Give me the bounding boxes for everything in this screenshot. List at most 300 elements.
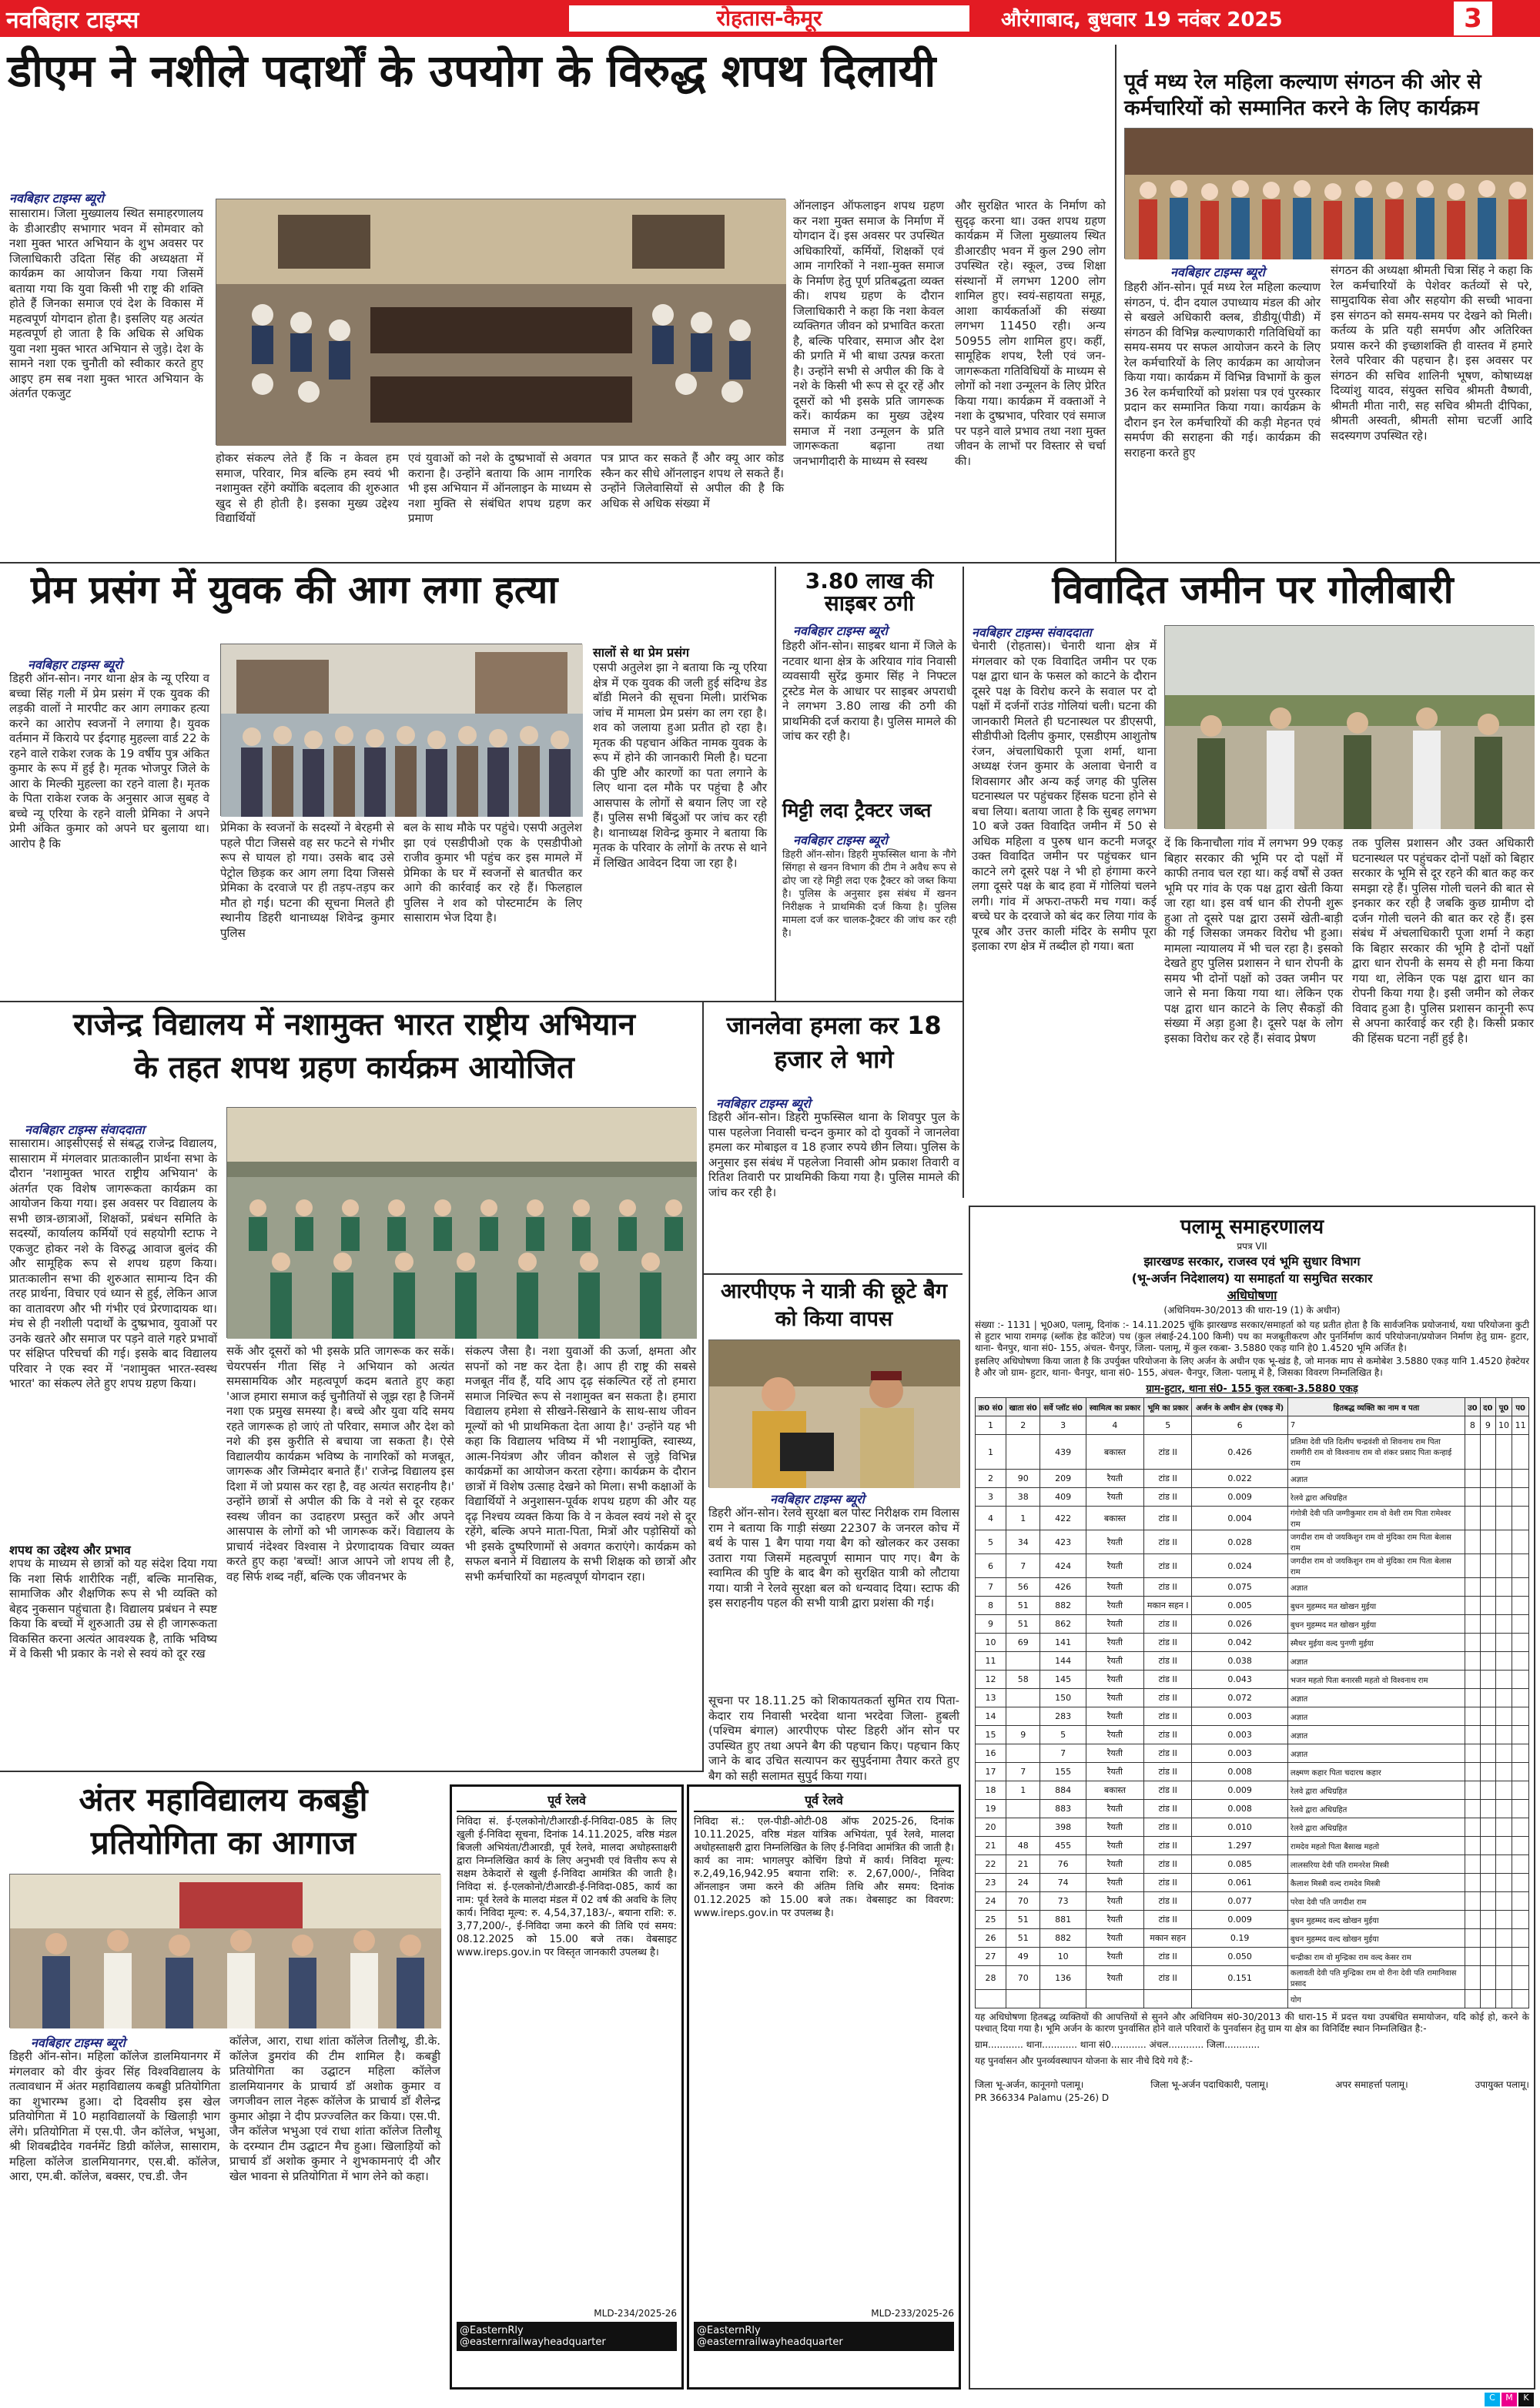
byline: नवबिहार टाइम्स संवाददाता [25,1122,145,1137]
table-cell: 7 [976,1578,1006,1597]
table-cell: 14 [976,1707,1006,1726]
table-cell: 22 [976,1855,1006,1874]
felicitation-photo [1124,128,1532,259]
article-headline: मिट्टी लदा ट्रैक्टर जब्त [782,799,932,821]
table-cell: रैयती [1086,1652,1143,1671]
article-text: शपथ के माध्यम से छात्रों को यह संदेश दिया गया कि नशा सिर्फ शारीरिक नहीं, बल्कि मानसिक, सामाजिक और शैक्षणिक रूप से भी व्यक्ति को बेहद नुकसान पहुंचाता है। विद्यालय प्रबंधन ने स्पष्ट किया कि बच्चों में शुरुआती उम्र से ही जागरूकता विकसित करना अत्यंत आवश्यक है, ताकि भविष्य में वे किसी भी प्रकार के नशे से स्वयं को दूर रख [9,1557,217,1661]
table-cell [1480,1744,1495,1763]
table-cell: रेलवे द्वारा अधिग्रहित [1287,1818,1465,1837]
table-cell [1495,1818,1512,1837]
social-handle: @EasternRly [697,2325,761,2336]
table-cell: टांड II [1144,1726,1192,1744]
table-cell: टांड II [1144,1530,1192,1554]
railway-tender-ad [687,1784,961,2390]
table-cell [1495,1554,1512,1578]
byline: नवबिहार टाइम्स ब्यूरो [28,657,122,672]
subheading: सालों से था प्रेम प्रसंग [593,645,690,660]
table-cell: रैयती [1086,1744,1143,1763]
article-text: डिहरी ऑन-सोन। डिहरी मुफस्सिल थाना के नौगे सिंगहा से खनन विभाग की टीम ने अवैध रूप से ढोए जा रहे मिट्टी लदा एक ट्रैक्टर को जब्त किया है। पुलिस के अनुसार इस संबंध में खनन निरीक्षक ने प्राथमिकी दर्ज किया है। पुलिस मामला दर्ज कर चालक-ट्रैक्टर की जांच कर रही है। [782,849,956,939]
ad-code: MLD-233/2025-26 [871,2308,954,2319]
table-cell [1465,1554,1480,1578]
table-cell: 423 [1040,1530,1086,1554]
table-cell [1006,1818,1040,1837]
table-cell [976,1990,1006,2008]
table-cell: 5 [1144,1416,1192,1435]
table-cell: 862 [1040,1615,1086,1634]
table-cell: टांड II [1144,1744,1192,1763]
table-cell: 10 [1495,1416,1512,1435]
article-text: डिहरी ऑन-सोन। नगर थाना क्षेत्र के न्यू एरिया व बच्चा सिंह गली में प्रेम प्रसंग में एक युवक की लड़की वालों ने मारपीट कर आग लगाकर हत्या करने का आरोप स्वजनों ने लगाया है। युवक वर्तमान में किराये पर ईदगाह मुहल्ला वार्ड 22 के रहने वाले राकेश रजक के 19 वर्षीय पुत्र अंकित कुमार के रूप में हुई है। मृतक भोजपुर जिले के आरा के मिल्की मुहल्ला का रहने वाला है। मृतक के पिता राकेश रजक के अनुसार आज सुबह वे बच्चे न्यू एरिया के रहने वाली प्रेमिका ने अपने प्रेमी अंकित कुमार को अपने घर बुलाया था। आरोप है कि [9,671,209,851]
table-cell: 0.009 [1192,1781,1288,1800]
table-row [976,1744,1529,1763]
table-cell: 4 [976,1507,1006,1530]
table-cell [1495,1707,1512,1726]
table-cell: 0.005 [1192,1597,1288,1615]
table-cell [1465,1597,1480,1615]
table-cell: 409 [1040,1488,1086,1507]
article-text: एसपी अतुलेश झा ने बताया कि न्यू एरिया क्षेत्र में एक युवक की जली हुई संदिग्ध डेड बॉडी मिलने की सूचना मिली। प्रारंभिक जांच में मामला प्रेम प्रसंग का लग रहा है। शव को जलाया हुआ प्रतीत हो रहा है। मृतक की पहचान अंकित नामक युवक के रूप में होने की जानकारी मिली है। घटना की पुष्टि और कारणों का पता लगाने के लिए थाना दल मौके पर पहुंचा है और आसपास के लोगों से बयान लिए जा रहे हैं। पुलिस सभी बिंदुओं पर जांच कर रही है। थानाध्यक्ष शिवेन्द्र कुमार ने बताया कि मृतक के परिवार के लोगों के तरफ से थाने में लिखित आवेदन दिया जा रहा है। [593,661,767,870]
notice-footer: यह अधिघोषणा हितबद्ध व्यक्तियों की आपत्तियों से सुनने और अधिनियम सं0-30/2013 की धारा-15 में प्रदत्त यथा उपबंधित समायोजन, यदि कोई हो, करने के पश्चात् दिया गया है। भूमि अर्जन के कारण पुनर्वासित होने वाले परिवारों के पुनर्वासन हेतु ग्राम या क्षेत्र का विनिर्दिष्ट स्थान निम्नलिखित है:- [975,2012,1529,2034]
table-cell: रैयती [1086,1948,1143,1966]
table-cell: रैयती [1086,1689,1143,1707]
article-text: तक पुलिस प्रशासन और उक्त अधिकारी घटनास्थल पर पहुंचकर दोनों पक्षों को बिहार सरकार के भूमि से दूर रहने की बात कह कर समझा रहे हैं। पुलिस गोली चलने की बात से इनकार कर रही है जबकि कुछ ग्रामीण दो दर्जन गोली चलने की बात कर रहे हैं। इस संबंध में अंचलाधिकारी पूजा शर्मा ने कहा कि बिहार सरकार की भूमि है दोनों पक्षों द्वारा धान रोपनी के समय से ही मना किया गया था, लेकिन एक पक्ष द्वारा धान का रोपनी किया गया है। इसी जमीन को लेकर विवाद हुआ है। पुलिस प्रशासन कानूनी रूप से अपना कार्रवाई कर रही है। किसी प्रकार की हिंसक घटना नहीं हुई है। [1352,836,1534,1045]
crowd-photo [220,644,582,816]
table-cell [1480,1892,1495,1911]
table-cell: 20 [976,1818,1006,1837]
article-text: संकल्प जैसा है। नशा युवाओं की ऊर्जा, क्षमता और सपनों को नष्ट कर देता है। आप ही राष्ट्र की सबसे मजबूत नींव हैं, यदि आप दृढ़ संकल्पित रहें तो हमारा समाज निश्चित रूप से नशामुक्त बन सकता है। हमारा विद्यालय हमेशा से सीखने-सिखाने के साथ-साथ जीवन मूल्यों को भी प्राथमिकता देता आया है।' उन्होंने यह भी कहा कि विद्यालय भविष्य में भी नशामुक्ति, स्वास्थ्य, आत्म-नियंत्रण और जीवन कौशल से जुड़े विभिन्न कार्यक्रमों का आयोजन करता रहेगा। कार्यक्रम के दौरान छात्रों में विशेष उत्साह देखने को मिला। सभी कक्षाओं के विद्यार्थियों ने अनुशासन-पूर्वक शपथ ग्रहण की और यह दृढ़ निश्चय व्यक्त किया कि वे न केवल स्वयं नशे से दूर रहेंगे, बल्कि अपने माता-पिता, मित्रों और पड़ोसियों को भी इसके दुष्परिणामों से अवगत कराएंगे। कार्यक्रम को सफल बनाने में विद्यालय के सभी शिक्षक को छात्रों और सभी कर्मचारियों का महत्वपूर्ण योगदान रहा। [465,1344,696,1584]
table-cell: 0.010 [1192,1818,1288,1837]
table-cell [1512,1990,1529,2008]
table-cell [1006,1990,1040,2008]
table-cell [1480,1763,1495,1781]
table-cell: 3 [976,1488,1006,1507]
table-cell: 17 [976,1763,1006,1781]
table-cell: अज्ञात [1287,1689,1465,1707]
table-cell [1512,1530,1529,1554]
table-cell [1465,1948,1480,1966]
table-cell [1465,1874,1480,1892]
table-row [976,1507,1529,1530]
table-cell [1512,1615,1529,1634]
table-cell [1465,1966,1480,1990]
notice-act: (अधिनियम-30/2013 की धारा-19 (1) के अधीन) [1163,1305,1341,1316]
table-cell [1144,1990,1192,2008]
article-text: सासाराम। आइसीएसई से संबद्ध राजेन्द्र विद्यालय, सासाराम में मंगलवार प्रातःकालीन प्रार्थना सभा के दौरान 'नशामुक्त भारत राष्ट्रीय अभियान' के अंतर्गत एक विशेष जागरूकता कार्यक्रम का आयोजन किया गया। इस अवसर पर विद्यालय के सभी छात्र-छात्राओं, शिक्षकों, प्रबंधन समिति के सदस्यों, कार्यालय कर्मियों एवं सहयोगी स्टाफ ने एकजुट होकर नशे के विरुद्ध आवाज बुलंद की और सामूहिक रूप से शपथ ग्रहण किया। प्रातःकालीन सभा की शुरुआत सामान्य दिन की तरह प्रार्थना, विचार एवं ध्यान से हुई, लेकिन आज का वातावरण और भी गंभीर एवं प्रेरणादायक था। मंच से ही नशीली पदार्थों के दुष्प्रभाव, युवाओं पर उनके खतरे और समाज पर पड़ने वाले गहरे प्रभावों पर संक्षिप्त परिचर्चा की गई। इसके बाद विद्यालय परिवार ने एक स्वर में 'नशामुक्त भारत-स्वस्थ भारत' का संकल्प लेते हुए शपथ ग्रहण किया। [9,1136,217,1390]
table-cell: टांड II [1144,1818,1192,1837]
table-cell: 56 [1006,1578,1040,1597]
table-row [976,1578,1529,1597]
table-cell: 76 [1040,1855,1086,1874]
table-cell: बुधन मुहम्मद वल्द खोखन मुईया [1287,1911,1465,1929]
table-cell [1495,1948,1512,1966]
table-cell [1480,1634,1495,1652]
table-cell [1495,1615,1512,1634]
table-row [976,1892,1529,1911]
article-headline: जानलेवा हमला कर 18 हजार ले भागे [726,1011,942,1074]
table-cell [1512,1488,1529,1507]
table-cell [1465,1744,1480,1763]
table-cell [1512,1744,1529,1763]
table-cell: टांड II [1144,1966,1192,1990]
table-cell: 882 [1040,1929,1086,1948]
table-cell: 23 [976,1874,1006,1892]
table-cell: टांड II [1144,1671,1192,1689]
oath-photo [216,199,785,445]
table-cell: 21 [976,1837,1006,1855]
table-cell: टांड II [1144,1615,1192,1634]
article-text: दें कि किनाचौला गांव में लगभग 99 एकड़ बिहार सरकार की भूमि पर दो पक्षों में काफी तनाव चल रहा था। कई वर्षों से उक्त भूमि पर गांव के एक पक्ष द्वारा खेती किया जा रहा था। इस वर्ष धान की रोपनी शुरू हुआ तो दूसरे पक्ष द्वारा उसमें खेती-बाड़ी की गई जिसका जमकर विरोध भी हुआ। मामला न्यायालय में भी चल रहा है। इसको देखते हुए पुलिस प्रशासन ने धान रोपनी के समय भी दोनों पक्षों को उक्त जमीन पर जाने से मना किया गया था। लेकिन एक पक्ष द्वारा धान काटने के लिए सैकड़ों की संख्या में अड़ा हुआ है। दूसरे पक्ष के लोग इसका विरोध कर रहे हैं। संवाद प्रेषण [1164,836,1343,1045]
table-cell: 426 [1040,1578,1086,1597]
byline: नवबिहार टाइम्स ब्यूरो [9,191,104,206]
table-cell: 0.075 [1192,1578,1288,1597]
table-cell [1480,1855,1495,1874]
table-cell [1512,1707,1529,1726]
kabaddi-inauguration-photo [9,1874,440,2028]
table-cell [1480,1435,1495,1470]
school-assembly-photo [226,1107,696,1338]
table-cell: मकान सहन [1144,1929,1192,1948]
byline: नवबिहार टाइम्स ब्यूरो [1170,265,1265,279]
table-cell [1465,1911,1480,1929]
table-cell: भजन महतो पिता बनारसी महतो वो विश्वनाथ राम [1287,1671,1465,1689]
ad-title: पूर्व रेलवे [694,1791,954,1812]
table-cell: 0.426 [1192,1435,1288,1470]
table-cell [1480,1948,1495,1966]
rpf-bag-photo [708,1339,959,1487]
notice-intro: संख्या :- 1131 | भू0अ0, पलामू, दिनांक :- 14.11.2025 चूंकि झारखण्ड सरकार/समाहर्ता को यह प्रतीत होता है कि सार्वजनिक प्रयोजनार्थ, यथा परियोजना कुटी से हुटार भाया रामगढ़ (ब्लॉक हेड कॉटेज) पथ (कुल लंबाई-24.100 किमी) पथ का मजबूतीकरण और पुनर्निर्माण कार्य परियोजना/प्रयोजन निर्माण हेतु ग्राम- हुटार, थाना- चैनपुर, थाना सं0- 155, अंचल- चैनपुर, जिला- पलामू, में कुल रकबा- 3.5880 एकड़ यानि हे0 1.4520 भूमि अर्जित है। [975,1319,1529,1353]
newspaper-name: नवबिहार टाइम्स [6,7,139,34]
table-cell [1465,1990,1480,2008]
table-row [976,1634,1529,1652]
column-rule [1115,45,1116,562]
table-cell: 28 [976,1966,1006,1990]
table-cell: टांड II [1144,1707,1192,1726]
table-cell: टांड II [1144,1800,1192,1818]
table-cell [1040,1990,1086,2008]
table-cell: 144 [1040,1652,1086,1671]
table-cell: 882 [1040,1597,1086,1615]
table-cell: रैयती [1086,1470,1143,1488]
table-cell: 0.151 [1192,1966,1288,1990]
ad-body: निविदा सं.: एल-पीडी-ओटी-08 ऑफ 2025-26, दिनांक 10.11.2025, वरिष्ठ मंडल यांत्रिक अभियंता, पूर्व रेलवे, मालदा अधोहस्ताक्षरी द्वारा निम्नलिखित के लिए ई-निविदा आमंत्रित की जाती है। कार्य का नाम: भागलपुर कोचिंग डिपो में कार्य। निविदा मूल्य: रु.2,49,16,942.95 बयाना राशि: रु. 2,67,000/-, निविदा ऑनलाइन जमा करने की अंतिम तिथि और समय: दिनांक 01.12.2025 को 15.00 बजे तक। वेबसाइट का विवरण: www.ireps.gov.in पर उपलब्ध है। [694,1816,954,1919]
article-headline: आरपीएफ ने यात्री की छूटे बैग को किया वापस [720,1279,948,1331]
table-cell: बकास्त [1086,1507,1143,1530]
table-cell: 0.024 [1192,1554,1288,1578]
table-cell: 0.008 [1192,1763,1288,1781]
table-row [976,1874,1529,1892]
signature-block: अपर समाहर्त्ता पलामू। [1335,2079,1408,2090]
table-cell [1465,1615,1480,1634]
table-cell: टांड II [1144,1855,1192,1874]
table-cell: 9 [976,1615,1006,1634]
table-cell: टांड II [1144,1578,1192,1597]
table-cell: 49 [1006,1948,1040,1966]
table-cell: कैलाश मिस्त्री वल्द रामदेव मिस्त्री [1287,1874,1465,1892]
table-cell [1480,1652,1495,1671]
social-handle: @easternrailwayheadquarter [697,2336,843,2348]
notice-intro-2: इसलिए अधिघोषणा किया जाता है कि उपर्युक्त परियोजना के लिए अर्जन के अधीन एक भू-खंड है, जो मानक माप से कमोबेश 3.5880 एकड़ यानि 1.4520 हेक्टेयर है और जो ग्राम- हुटार, थाना- चैनपुर, थाना सं0- 155, अंचल- चैनपुर, जिला- पलामू में है, जिसका विवरण निम्नलिखित है। [975,1356,1529,1378]
table-cell: 0.003 [1192,1707,1288,1726]
table-cell: रैयती [1086,1488,1143,1507]
table-cell [1006,1652,1040,1671]
table-cell [1495,1634,1512,1652]
table-cell: 2 [1006,1416,1040,1435]
table-cell: 1.297 [1192,1837,1288,1855]
table-row [976,1855,1529,1874]
table-cell: 15 [976,1726,1006,1744]
table-title: ग्राम-हुटार, थाना सं0- 155 कुल रकबा-3.5880 एकड़ [1146,1383,1358,1395]
signature-block: जिला भू-अर्जन, कानूनगो पलामू। [975,2079,1084,2090]
table-cell [1480,1929,1495,1948]
table-cell [1495,1689,1512,1707]
table-cell: 1 [976,1435,1006,1470]
table-cell [1465,1488,1480,1507]
table-cell: 69 [1006,1634,1040,1652]
notice-form: प्रपत्र VII [1237,1241,1267,1252]
table-cell: रामदेव महतो पिता बैसाख महतो [1287,1837,1465,1855]
table-row [976,1929,1529,1948]
table-cell: 27 [976,1948,1006,1966]
table-cell: 25 [976,1911,1006,1929]
table-cell: 90 [1006,1470,1040,1488]
table-cell [1480,1578,1495,1597]
table-cell [1465,1652,1480,1671]
table-cell [1480,1470,1495,1488]
table-cell [1512,1507,1529,1530]
article-text: सासाराम। जिला मुख्यालय स्थित समाहरणालय के डीआरडीए सभागार भवन में सोमवार को नशा मुक्त भारत अभियान के शुभ अवसर पर जिलाधिकारी उदिता सिंह की अध्यक्षता में कार्यक्रम का आयोजन किया गया जिसमें बताया गया कि युवा किसी भी राष्ट्र की शक्ति होते हैं जिनका समाज एवं देश के विकास में महत्वपूर्ण योगदान होता है। इसलिए यह अत्यंत महत्वपूर्ण हो जाता है कि अधिक से अधिक युवा नशा मुक्त भारत अभियान से जुड़े। देश के सामने नशा एक चुनौती को स्वीकार करते हुए आइए हम सब नशा मुक्त भारत अभियान के अंतर्गत एकजुट [9,206,203,400]
table-cell: 883 [1040,1800,1086,1818]
table-cell: टांड II [1144,1781,1192,1800]
table-cell: गंगोत्री देवी पति जग्गीकुमार राम वो वेशी राम पिता रामेश्वर राम [1287,1507,1465,1530]
table-cell [1495,1578,1512,1597]
table-row [976,1990,1529,2008]
notice-footer-blanks: ग्राम............ थाना............ थाना सं0............ अंचल............ जिला............ [975,2039,1260,2050]
article-text: बल के साथ मौके पर पहुंचे। एसपी अतुलेश झा एवं एसडीपीओ एक के एसडीपीओ राजीव कुमार भी पहुंच कर इस मामले में प्रेमिका के घर में स्वजनों से बातचीत कर आगे की कार्रवाई कर रहे हैं। फिलहाल पुलिस ने शव को पोस्टमार्टम के लिए सासाराम भेज दिया है। [403,821,582,925]
table-cell [1465,1929,1480,1948]
table-cell [1495,1671,1512,1689]
table-cell: 58 [1006,1671,1040,1689]
table-cell [1512,1763,1529,1781]
table-cell: 24 [1006,1874,1040,1892]
table-cell [1512,1800,1529,1818]
table-cell: 0.19 [1192,1929,1288,1948]
table-cell [1512,1966,1529,1990]
table-header: प0 [1512,1398,1529,1416]
table-header: हितबद्ध व्यक्ति का नाम व पता [1287,1398,1465,1416]
table-cell: टांड II [1144,1470,1192,1488]
article-text: होकर संकल्प लेते हैं कि न केवल हम समाज, परिवार, मित्र बल्कि हम स्वयं भी नशामुक्त रहेंगे क्योंकि बदलाव की शुरुआत खुद से ही होती है। इसका मुख्य उद्देश्य विद्यार्थियों [216,451,399,525]
table-row [976,1726,1529,1744]
table-cell: टांड II [1144,1435,1192,1470]
table-cell [1495,1530,1512,1554]
table-cell: 136 [1040,1966,1086,1990]
table-cell: बकास्त [1086,1435,1143,1470]
table-header: स्वामित्व का प्रकार [1086,1398,1143,1416]
table-cell [1512,1671,1529,1689]
table-cell: रैयती [1086,1578,1143,1597]
table-cell [1512,1837,1529,1855]
table-cell: 7 [1040,1744,1086,1763]
table-cell [1480,1966,1495,1990]
railway-tender-ad [450,1784,684,2390]
table-cell [1480,1689,1495,1707]
table-cell: 7 [1006,1554,1040,1578]
table-cell: 283 [1040,1707,1086,1726]
byline: नवबिहार टाइम्स ब्यूरो [793,833,888,848]
table-cell: 141 [1040,1634,1086,1652]
table-cell: 8 [976,1597,1006,1615]
table-cell: 73 [1040,1892,1086,1911]
table-cell: 145 [1040,1671,1086,1689]
article-text: सूचना पर 18.11.25 को शिकायतकर्ता सुमित राय पिता-केदार राय निवासी भरदेवा थाना भरदेवा जिला- हुबली (पश्चिम बंगाल) आरपीएफ पोस्ट डिहरी ऑन सोन पर उपस्थित हुए तथा अपने बैग की पहचान किए। पहचान किए जाने के बाद उचित सत्यापन कर सुपुर्दनामा तैयार करते हुए बैग को सही सलामत सुपुर्द किया गया। [708,1694,959,1783]
dateline: औरंगाबाद, बुधवार 19 नवंबर 2025 [1001,8,1283,32]
table-cell: अज्ञात [1287,1744,1465,1763]
table-cell: 13 [976,1689,1006,1707]
article-text: पत्र प्राप्त कर सकते हैं और क्यू आर कोड स्कैन कर सीधे ऑनलाइन शपथ ले सकते हैं। उन्होंने जिलेवासियों से अपील की है कि अधिक से अधिक संख्या में [601,451,784,510]
color-mark-magenta: M [1502,2393,1517,2406]
table-cell [1495,1892,1512,1911]
table-cell [1480,1990,1495,2008]
table-cell [1480,1911,1495,1929]
byline: नवबिहार टाइम्स ब्यूरो [716,1096,811,1111]
table-cell [1495,1726,1512,1744]
table-cell: रैयती [1086,1874,1143,1892]
table-cell: टांड II [1144,1911,1192,1929]
table-cell: बुधन मुहम्मद मत खोखन मुईया [1287,1615,1465,1634]
table-cell: अज्ञात [1287,1726,1465,1744]
table-cell: रैयती [1086,1597,1143,1615]
ad-title: पूर्व रेलवे [457,1791,677,1812]
table-cell: 9 [1480,1416,1495,1435]
table-cell [1512,1781,1529,1800]
column-rule [702,1002,704,1772]
table-cell [1512,1726,1529,1744]
table-cell [1495,1435,1512,1470]
table-cell [1512,1652,1529,1671]
table-cell: रैयती [1086,1763,1143,1781]
table-cell [1480,1837,1495,1855]
table-cell: मकान सहन I [1144,1597,1192,1615]
table-cell [1465,1726,1480,1744]
table-row [976,1615,1529,1634]
table-cell: चन्द्रीका राम वो मुन्द्रिका राम वल्द केसर राम [1287,1948,1465,1966]
table-cell: 5 [1040,1726,1086,1744]
table-cell: टांड II [1144,1874,1192,1892]
table-header: पू0 [1495,1398,1512,1416]
table-cell: 1 [1006,1781,1040,1800]
table-cell [1480,1800,1495,1818]
social-handle: @EasternRly [460,2325,524,2336]
article-headline: 3.80 लाख की साइबर ठगी [805,568,934,617]
byline: नवबिहार टाइम्स ब्यूरो [770,1492,865,1507]
table-cell [1495,1597,1512,1615]
table-row [976,1652,1529,1671]
table-cell [1512,1634,1529,1652]
table-row [976,1911,1529,1929]
table-cell: अज्ञात [1287,1470,1465,1488]
subheading: शपथ का उद्देश्य और प्रभाव [9,1543,131,1557]
notice-title: पलामू समाहरणालय [1180,1216,1324,1239]
article-headline: विवादित जमीन पर गोलीबारी [1052,567,1454,612]
table-cell: स्मैथर मुईया वल्द पुनणी मुईया [1287,1634,1465,1652]
table-cell: 11 [1512,1416,1529,1435]
article-text: एवं युवाओं को नशे के दुष्प्रभावों से अवगत कराना है। उन्होंने बताया कि आम नागरिक भी इस अभियान में ऑनलाइन के माध्यम से नशा मुक्ति से संबंधित शपथ ग्रहण कर प्रमाण [408,451,591,525]
article-headline: प्रेम प्रसंग में युवक की आग लगा हत्या [31,567,558,612]
table-row [976,1671,1529,1689]
table-cell: 398 [1040,1818,1086,1837]
table-cell [1480,1707,1495,1726]
table-cell [1480,1781,1495,1800]
table-cell: 6 [1192,1416,1288,1435]
table-cell [1495,1652,1512,1671]
table-cell: टांड II [1144,1507,1192,1530]
table-cell [1465,1781,1480,1800]
table-cell: 0.050 [1192,1948,1288,1966]
table-cell [1465,1707,1480,1726]
table-cell [1512,1948,1529,1966]
table-cell [1006,1435,1040,1470]
table-cell: 74 [1040,1874,1086,1892]
table-cell [1465,1892,1480,1911]
table-cell [1465,1689,1480,1707]
table-cell: रैयती [1086,1855,1143,1874]
section-name: रोहतास-कैमूर [567,3,972,34]
table-cell [1465,1435,1480,1470]
table-cell: रैयती [1086,1530,1143,1554]
table-cell [1465,1837,1480,1855]
table-cell: रैयती [1086,1615,1143,1634]
table-cell: 38 [1006,1488,1040,1507]
firing-site-photo [1164,625,1534,828]
table-cell: टांड II [1144,1892,1192,1911]
table-row [976,1689,1529,1707]
table-cell: रैयती [1086,1966,1143,1990]
table-cell: 0.085 [1192,1855,1288,1874]
article-text: प्रेमिका के स्वजनों के सदस्यों ने बेरहमी से पहले पीटा जिससे वह सर फटने से गंभीर रूप से घायल हो गया। उसके बाद उसे पेट्रोल छिड़क कर आग लगा दिया जिससे प्रेमिका के दरवाजे पर ही तड़प-तड़प कर मौत हो गई। घटना की सूचना मिलते ही स्थानीय डिहरी थानाध्यक्ष शिवेन्द्र कुमार पुलिस [220,821,394,940]
table-cell [1480,1615,1495,1634]
table-cell: 6 [976,1554,1006,1578]
table-cell: 0.043 [1192,1671,1288,1689]
table-header: सर्वे प्लॉट सं0 [1040,1398,1086,1416]
table-cell: 21 [1006,1855,1040,1874]
table-cell: टांड II [1144,1634,1192,1652]
table-cell: टांड II [1144,1554,1192,1578]
table-cell: 7 [1006,1763,1040,1781]
table-cell [1512,1435,1529,1470]
table-cell: 422 [1040,1507,1086,1530]
table-cell: 0.042 [1192,1634,1288,1652]
column-rule [962,567,964,1198]
table-row [976,1800,1529,1818]
table-cell [1465,1507,1480,1530]
table-cell: लालसरिया देवी पति रामनरेश मिस्त्री [1287,1855,1465,1874]
table-row [976,1763,1529,1781]
byline: नवबिहार टाइम्स ब्यूरो [793,624,888,638]
table-cell [1465,1470,1480,1488]
byline: नवबिहार टाइम्स संवाददाता [972,625,1092,640]
table-cell: 0.077 [1192,1892,1288,1911]
table-row [976,1416,1529,1435]
notice-footer-rehab: यह पुनर्वासन और पुनर्व्यवस्थापन योजना के सार नीचे दिये गये हैं:- [975,2055,1193,2066]
table-cell: टांड II [1144,1948,1192,1966]
table-cell: रैयती [1086,1818,1143,1837]
table-cell: 26 [976,1929,1006,1948]
article-headline: डीएम ने नशीले पदार्थों के उपयोग के विरुद्ध शपथ दिलायी [8,45,936,97]
table-cell [1495,1855,1512,1874]
color-mark-cyan: C [1485,2393,1500,2406]
table-header: भूमि का प्रकार [1144,1398,1192,1416]
table-cell [1480,1554,1495,1578]
